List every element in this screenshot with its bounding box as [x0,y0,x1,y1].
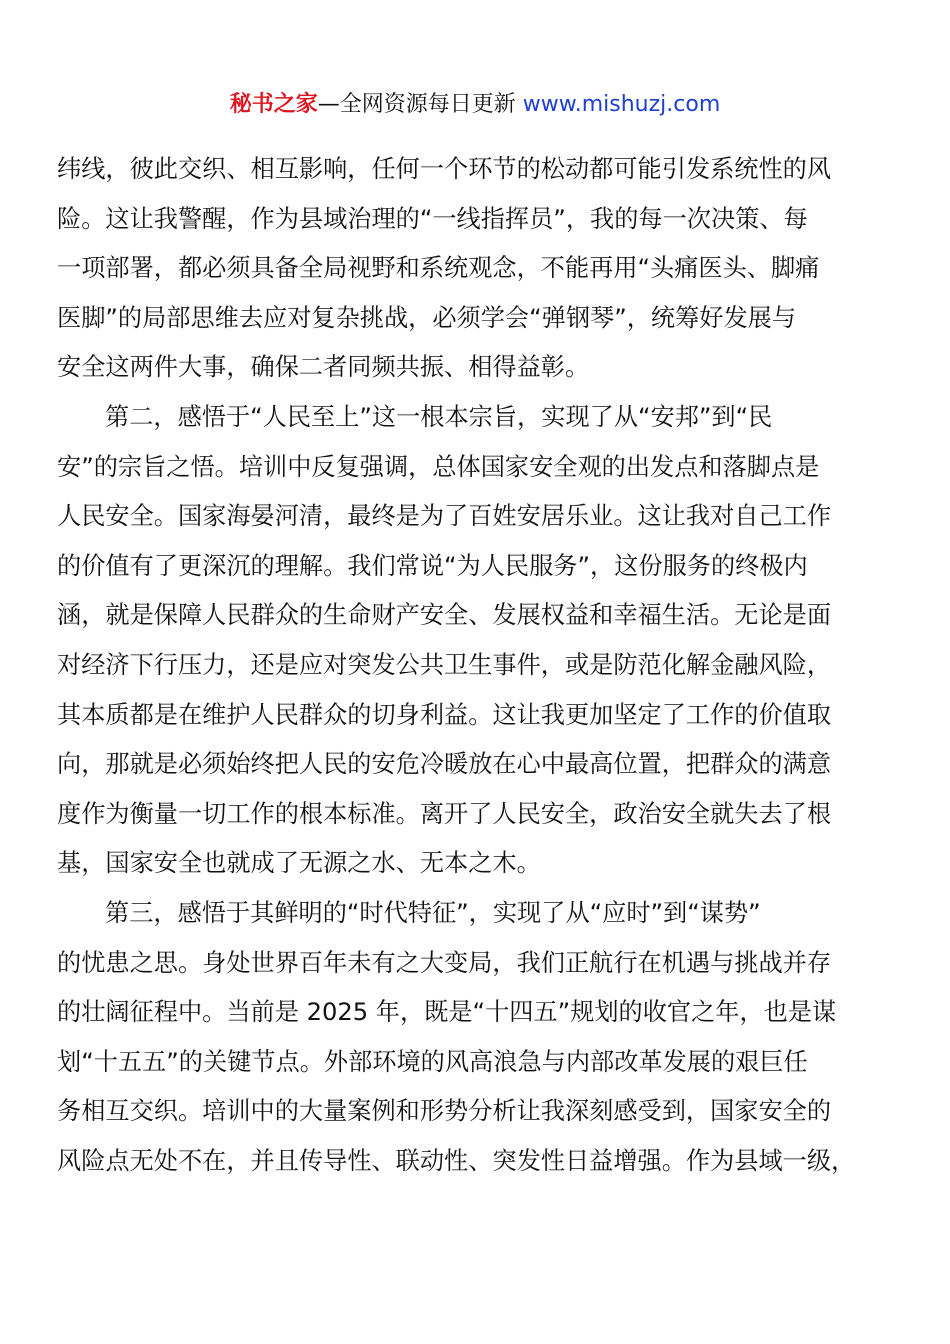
text-line: 其本质都是在维护人民群众的切身利益。这让我更加坚定了工作的价值取 [57,700,832,729]
text-line: 涵，就是保障人民群众的生命财产安全、发展权益和幸福生活。无论是面 [57,601,832,630]
site-url-link[interactable]: www.mishuzj.com [522,92,721,117]
text-line: 人民安全。国家海晏河清，最终是为了百姓安居乐业。这让我对自己工作 [57,502,832,531]
text-line: 度作为衡量一切工作的根本标准。离开了人民安全，政治安全就失去了根 [57,799,832,828]
document-body [57,145,893,1186]
paragraph-start-line: 第二，感悟于“人民至上”这一根本宗旨，实现了从“安邦”到“民 [105,402,773,431]
text-line: 医脚”的局部思维去应对复杂挑战，必须学会“弹钢琴”，统筹好发展与 [57,303,797,332]
text-line: 务相互交织。培训中的大量案例和形势分析让我深刻感受到，国家安全的 [57,1097,832,1126]
text-line: 安”的宗旨之悟。培训中反复强调，总体国家安全观的出发点和落脚点是 [57,452,820,481]
text-line: 风险点无处不在，并且传导性、联动性、突发性日益增强。作为县域一级， [57,1146,856,1175]
text-line: 的价值有了更深沉的理解。我们常说“为人民服务”，这份服务的终极内 [57,551,808,580]
brand-name: 秘书之家 [229,92,318,117]
site-header [0,88,950,122]
text-line: 安全这两件大事，确保二者同频共振、相得益彰。 [57,353,590,382]
text-line: 基，国家安全也就成了无源之水、无本之木。 [57,849,541,878]
text-line: 划“十五五”的关键节点。外部环境的风高浪急与内部改革发展的艰巨任 [57,1047,808,1076]
paragraph-start-line: 第三，感悟于其鲜明的“时代特征”，实现了从“应时”到“谋势” [105,898,761,927]
text-line: 向，那就是必须始终把人民的安危冷暖放在心中最高位置，把群众的满意 [57,750,832,779]
text-line: 险。这让我警醒，作为县域治理的“一线指挥员”，我的每一次决策、每 [57,204,808,233]
text-line: 纬线，彼此交织、相互影响，任何一个环节的松动都可能引发系统性的风 [57,155,832,183]
text-line: 的壮阔征程中。当前是 2025 年，既是“十四五”规划的收官之年，也是谋 [57,998,837,1027]
text-line: 对经济下行压力，还是应对突发公共卫生事件，或是防范化解金融风险， [57,650,832,679]
text-line: 的忧患之思。身处世界百年未有之大变局，我们正航行在机遇与挑战并存 [57,948,832,977]
header-tagline: —全网资源每日更新 [317,92,523,117]
text-line: 一项部署，都必须具备全局视野和系统观念，不能再用“头痛医头、脚痛 [57,254,820,283]
